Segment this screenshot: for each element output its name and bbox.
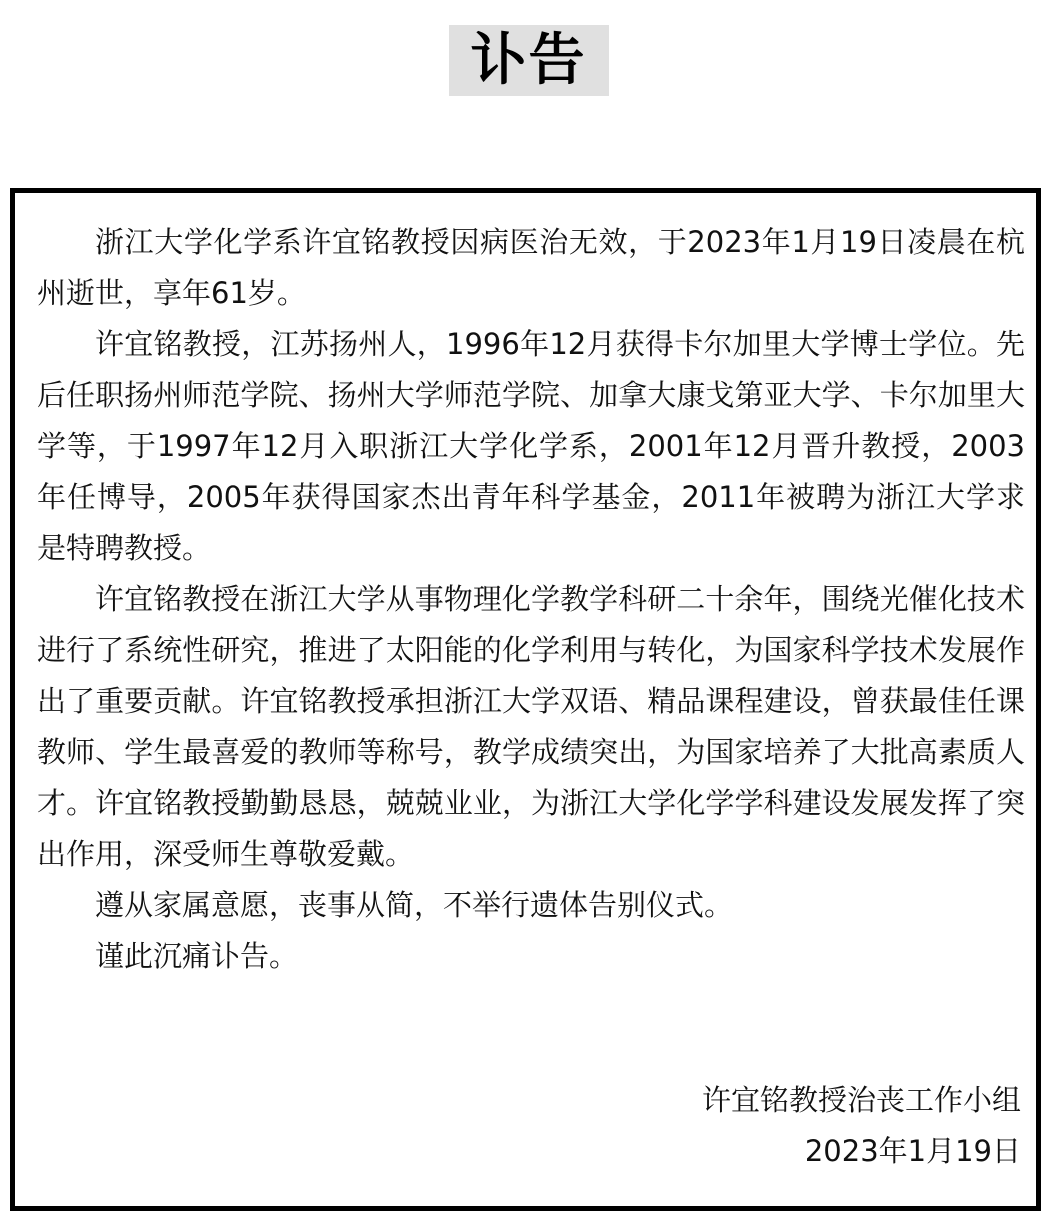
- paragraph-achievements: 许宜铭教授在浙江大学从事物理化学教学科研二十余年，围绕光催化技术进行了系统性研究，推进了太阳能的化学利用与转化，为国家科学技术发展作出了重要贡献。许宜铭教授承担浙江大学双语、精品课程建设，曾获最佳任课教师、学生最喜爱的教师等称号，教学成绩突出，为国家培养了大批高素质人才。许宜铭教授勤勤恳恳，兢兢业业，为浙江大学化学学科建设发展发挥了突出作用，深受师生尊敬爱戴。: [37, 582, 1025, 871]
- paragraph-closing: 谨此沉痛讣告。: [95, 939, 299, 973]
- paragraph-announcement: 浙江大学化学系许宜铭教授因病医治无效，于2023年1月19日凌晨在杭州逝世，享年61岁。: [37, 225, 1025, 310]
- obituary-notice-box: [10, 188, 1041, 1211]
- page-title: 讣告: [449, 25, 609, 96]
- signature-date: 2023年1月19日: [804, 1134, 1021, 1168]
- paragraph-funeral-arrangements: 遵从家属意愿，丧事从简，不举行遗体告别仪式。: [95, 888, 734, 922]
- signature-organization: 许宜铭教授治丧工作小组: [701, 1083, 1021, 1117]
- signature-block: [702, 1075, 1021, 1177]
- obituary-body: [37, 217, 1025, 982]
- paragraph-biography: 许宜铭教授，江苏扬州人，1996年12月获得卡尔加里大学博士学位。先后任职扬州师范学院、扬州大学师范学院、加拿大康戈第亚大学、卡尔加里大学等，于1997年12月入职浙江大学化学系，2001年12月晋升教授，2003年任博导，2005年获得国家杰出青年科学基金，2011年被聘为浙江大学求是特聘教授。: [37, 327, 1025, 565]
- title-wrapper: [0, 25, 1057, 96]
